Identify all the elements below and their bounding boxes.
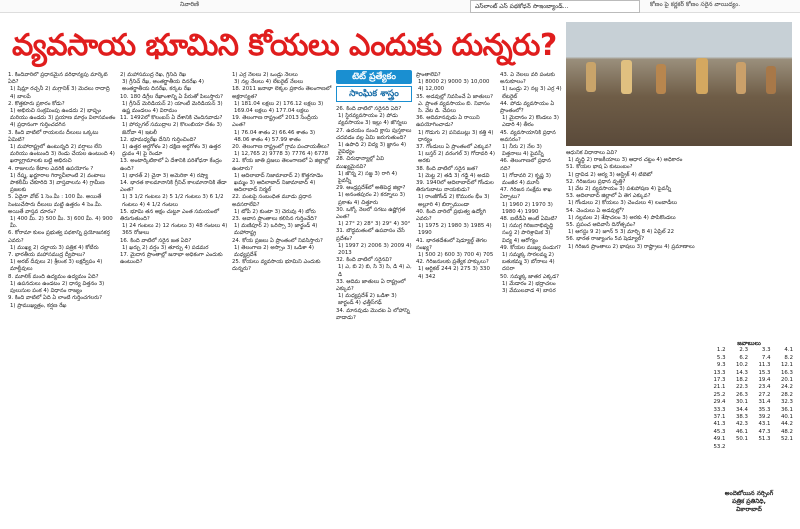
answers-box bbox=[705, 340, 793, 451]
question-text: 32. కింది వాటిలో సరైనవి? bbox=[336, 257, 392, 264]
question-column-7 bbox=[566, 150, 700, 527]
question-options: 1) అభిరుచి సంక్రమింపు ఉండదు 2) భాష్పం మరియు ఉండదు 3) ప్రయాణ మార్గం విలాసవంతం 4) ప్రధానంగా గుర్తించదగిన bbox=[10, 108, 116, 129]
question-text: 34. మానవుడు మొదట ఏ లోహాన్ని వాడాడు? bbox=[336, 307, 410, 321]
answer-cell: 14.3 bbox=[735, 369, 748, 376]
question-text: 2. కొత్తకూరు ప్రకారం కోడు? bbox=[8, 100, 65, 107]
question-options: 1) 1997 2) 2006 3) 2009 4) 2013 bbox=[338, 242, 412, 257]
tag-tet-special: టెట్ ప్రత్యేకం bbox=[336, 70, 412, 84]
question-text: 44. పోడు వ్యవసాయం ఏ ప్రాంతంలో? bbox=[500, 100, 555, 115]
question-options: 1) ద్రావిడ 2) ఆర్య 3) ఆస్ట్రిక్ 4) టిబెటో bbox=[568, 171, 653, 178]
question-options: 1) ఆగస్టు 9 2) జూన్ 5 3) మార్చి 8 4) ఏప్రిల్ 22 bbox=[568, 229, 675, 236]
question-text: 27. ఉదయం నుంచి క్లాసు పుస్తకాలు చదవడం వల్ల ఏమి జరుగుతుంది? bbox=[336, 127, 412, 141]
photo-farmers bbox=[566, 22, 792, 146]
question-text: 13. అంటార్కిటికాలో ఏ దేశానికి పరిశోధనా కేంద్రం ఉంది? bbox=[120, 158, 222, 172]
question-text: 9. కింది వాటిలో ఏది ఏ లాంటి గుర్తించగలరు? bbox=[8, 295, 103, 302]
answer-cell: 3.3 bbox=[761, 347, 771, 354]
answer-cell: 35.3 bbox=[758, 406, 771, 413]
answer-cell bbox=[750, 444, 771, 451]
question-options: 1) 76.04 శాతం 2) 66.46 శాతం 3) 48.06 శాతం 4) 57.99 శాతం bbox=[234, 129, 316, 143]
question-options: 1) 400 మీ. 2) 500 మీ. 3) 600 మీ. 4) 900 మీ. bbox=[10, 216, 113, 230]
question-options: 1) ఎ, బి 2) బి, సి 3) సి, డి 4) ఎ, డి bbox=[338, 264, 412, 278]
question-text: 7. భారతీయ మహాసముద్ర ద్వీపాలు? bbox=[8, 252, 86, 259]
question-text: 49. కోయల ముఖ్య పండుగ? bbox=[500, 244, 561, 251]
answers-title: జవాబులు bbox=[737, 340, 761, 347]
question-options: 1) ఖర్చు 2) వర్షం 3) తూర్పు 4) పడమర bbox=[122, 244, 209, 251]
question-options: 1) గోండులు 2) కోయలు 3) చెంచులు 4) లంబాడీలు bbox=[568, 200, 677, 207]
question-options: ఎ. ప్రాంత వ్యవసాయం బి. నివాసం సి. వేట డి. చేపలు bbox=[418, 100, 490, 115]
question-text: ఆధునిక విధానాలు ఏవి? bbox=[566, 150, 618, 156]
question-text: 29. ఆంధ్రప్రదేశ్‌లో అతిపెద్ద జిల్లా? bbox=[336, 185, 406, 192]
answer-cell: 22.3 bbox=[735, 384, 748, 391]
question-text: 8. మూలిక్ మంది ఉద్యమం ఉద్యమం ఏది? bbox=[8, 273, 99, 280]
question-text: 10. 180 డిగ్రీల రేఖాంశాన్ని ఏ పేరుతో పిలుస్తారు? bbox=[120, 93, 223, 100]
question-text: 46. తెలంగాణలో ప్రధాన నది? bbox=[500, 158, 551, 172]
question-text: 6. కోరామా కులం ప్రభుత్వ పథకాన్ని ప్రయోజనకర్త ఎవరు? bbox=[8, 230, 110, 244]
question-options: 3) గ్రీనిచ్ రేఖ, అంతర్జాతీయ దినరేఖ 4) అంతర్జాతీయ దినరేఖ, కర్కట రేఖ bbox=[122, 79, 204, 93]
answer-cell: 37.1 bbox=[713, 414, 726, 421]
question-options: 1) మెట్ట 2) తడి 3) గడ్డి 4) అడవి bbox=[418, 172, 490, 179]
question-options: 1) పోర్చుగల్ సముద్రాల 2) కొలంబియా దేశం 3) జెనోవా 4) ఇటలీ bbox=[122, 122, 222, 136]
top-strip bbox=[0, 0, 800, 13]
answer-cell: 40.1 bbox=[780, 414, 793, 421]
question-options: 1) సమగ్ర గిరిజనాభివృద్ధి సంస్థ 2) పారిశ్రామిక 3) విద్య 4) ఆరోగ్యం bbox=[502, 223, 554, 244]
question-text: 50. సమ్మక్క జాతర ఎక్కడ? bbox=[500, 273, 560, 280]
answer-cell: 10.2 bbox=[735, 362, 748, 369]
question-options: 1) గోదావరి 2) కృష్ణ 3) మంజీర 4) మూసీ bbox=[502, 172, 552, 187]
answer-cell: 21.1 bbox=[713, 384, 726, 391]
question-column-4 bbox=[336, 106, 412, 527]
answer-cell: 38.3 bbox=[735, 414, 748, 421]
question-options: 1) నీరు 2) నేల 3) విత్తనాలు 4) పైవన్నీ bbox=[502, 144, 544, 158]
question-text: 36. ఆదిమానవుడు ఏ రాయిని ఉపయోగించాడు? bbox=[416, 115, 480, 129]
author-role: పత్రిక ప్రతినిధి, bbox=[732, 498, 766, 505]
answer-cell: 17.3 bbox=[713, 377, 726, 384]
author-credit bbox=[705, 490, 793, 514]
answer-cell: 31.4 bbox=[758, 399, 771, 406]
question-text: 41. భారతదేశంలో షెడ్యూల్డ్ తెగల సంఖ్య? bbox=[416, 237, 487, 251]
question-options: 1) రేష్మ, ఖర్జూరాల గిర్యాచీలాంటి 2) వంటాలు పాకలీమీ చేకూరిది 3) వాస్తవాలను 4) గ్రామీణ ప్రజలకు bbox=[10, 172, 106, 194]
question-column-1 bbox=[8, 72, 116, 527]
answer-cell: 8.2 bbox=[784, 354, 793, 361]
answer-cell: 29.4 bbox=[713, 399, 726, 406]
question-options: 1) మణిపూర్ 2) ఒరిస్సా 3) జార్ఖండ్ 4) మహారాష్ట్ర bbox=[234, 223, 318, 237]
strip-right-text: కోణం పై కర్ణకర్ కోణం సరైన వాయిద్యం. bbox=[650, 1, 741, 8]
question-options: 1) గ్రీనిచ్ మెరిడియన్ 2) యాంటీ మెరిడియన్ 3) ఉష్ణ మండలం 4) విరామం bbox=[122, 100, 223, 115]
question-text: ప్రాంతాలేవి? bbox=[416, 72, 441, 78]
answer-cell: 20.1 bbox=[780, 377, 793, 384]
question-text: 14. భారత కాలమానానికి గ్రీనిచ్ కాలమానానికి తేడా ఎంత? bbox=[120, 180, 227, 194]
question-options: 1) జొన్న 2) సజ్జ 3) రాగి 4) పైవన్నీ bbox=[338, 170, 398, 185]
question-options: 1) అనంతపురం 2) కర్నూలు 3) ప్రకాశం 4) చిత్తూరు bbox=[338, 192, 406, 206]
question-text: 18. 2011 జనాభా లెక్కల ప్రకారం తెలంగాణలో అక్షరాస్యత? bbox=[232, 86, 332, 100]
question-column-5 bbox=[416, 72, 496, 527]
question-options: 1) టోపీ 2) కుంటా 3) చెరువు 4) బోరు bbox=[234, 208, 316, 215]
question-options: 1) రాంజీగోండ్ 2) కొమురం భీం 3) అల్లూరి 4) బిర్సాముండా bbox=[418, 194, 490, 208]
answer-cell: 24.2 bbox=[780, 384, 793, 391]
question-options: 1) వేట 2) వ్యవసాయం 3) పశుపోషణ 4) పైవన్నీ bbox=[568, 186, 672, 193]
answer-cell: 23.4 bbox=[758, 384, 771, 391]
question-options: 1) 500 2) 600 3) 700 4) 705 bbox=[418, 252, 494, 259]
question-text: 47. గిరిజన సంక్షేమ శాఖ ఏర్పాటు? bbox=[500, 187, 552, 201]
question-options: 1) 181.04 లక్షలు 2) 176.12 లక్షలు 3) 169.04 లక్షలు 4) 177.04 లక్షలు bbox=[234, 100, 324, 115]
answer-cell bbox=[773, 444, 794, 451]
question-text: 48. ఐటీడీఏ అంటే ఏమిటి? bbox=[500, 216, 558, 223]
answer-cell: 41.3 bbox=[713, 421, 726, 428]
question-options: 1) సమ్మక్క సారలమ్మ 2) బతుకమ్మ 3) బోనాలు 4) దసరా bbox=[502, 252, 555, 273]
question-text: 30. ఒక్కో నెలలో సగటు ఉష్ణోగ్రత ఎంత? bbox=[336, 206, 406, 221]
question-options: 1) తెలంగాణ 2) అస్సాం 3) ఒడిశా 4) మధ్యప్రదేశ్ bbox=[234, 244, 315, 259]
answer-cell: 44.2 bbox=[780, 421, 793, 428]
question-column-2 bbox=[120, 72, 228, 527]
question-options: 1) ఉపనదులు ఉండటం 2) ధాన్య విత్తనం 3) పులుసుల పంక 4) విధానం రాజ్యం bbox=[10, 280, 105, 295]
question-text: 24. కోయ ప్రజలు ఏ ప్రాంతంలో నివసిస్తారు? bbox=[232, 237, 323, 244]
question-text: 3. కింది వాటిలో రాయలను దీలులు ఒక్కటు ఏమిటి? bbox=[8, 129, 99, 143]
question-options: 1) మేడారం 2) భద్రాచలం 3) వేములవాడ 4) బాసర bbox=[502, 280, 556, 295]
question-text: 51. కోయల భాష ఏ కుటుంబం? bbox=[566, 164, 633, 171]
answer-cell: 26.3 bbox=[735, 391, 748, 398]
question-options: 1) నల్లమల 2) శేషాచలం 3) అరకు 4) పాపికొండలు bbox=[568, 214, 676, 221]
question-text: 42. గిరిజనులకు ప్రత్యేక హక్కులు? bbox=[416, 259, 489, 266]
answer-cell: 46.1 bbox=[735, 428, 748, 435]
question-text: 40. కింది వారిలో ప్రభుత్వ ఉద్యోగి ఎవరు? bbox=[416, 208, 486, 223]
question-options: 1) 24 గంటలు 2) 12 గంటలు 3) 48 గంటలు 4) 365 రోజులు bbox=[122, 223, 228, 237]
strip-box: ఎస్‌లాంట్ ఎస్ పథకోధన్ సాఇంబ్యాండ్... bbox=[470, 0, 640, 13]
headline: వ్యవసాయ భూమిని కోయలు ఎందుకు దున్నరు? bbox=[12, 28, 557, 63]
author-place: వికారాబాద్ bbox=[736, 506, 762, 513]
question-options: 1) గిరిజన ప్రాంతాలు 2) భాషలు 3) రాష్ట్రాలు 4) ప్రమాణాలు bbox=[568, 243, 695, 250]
question-options: 1) ఉపాధి 2) విద్య 3) జ్ఞానం 4) వైవిధ్యం bbox=[338, 142, 407, 156]
question-options: 1) ముఖ్య 2) దల్లాయ 3) పత్రిక 4) కోటీరు bbox=[10, 244, 99, 251]
answer-cell: 6.2 bbox=[739, 354, 748, 361]
question-options: 1) మధ్యప్రదేశ్ 2) ఒడిశా 3) జార్ఖండ్ 4) ఛత్తీస్‌గఢ్ bbox=[338, 293, 397, 307]
question-text: 1. కిందివారిలో ప్రధానమైన వరిధాన్యపు మార్కెట్ ఏది? bbox=[8, 72, 108, 86]
question-text: 53. ఆదిలాబాద్ జిల్లాలో ఏ తెగ ఎక్కువ? bbox=[566, 193, 651, 200]
author-name: అందెబోయిన నర్సింగ్ bbox=[724, 490, 774, 497]
answer-cell: 27.2 bbox=[758, 391, 771, 398]
question-text: 26. కింది వాటిలో సరైనది ఏది? bbox=[336, 106, 402, 112]
question-text: 22. పంటపై సంబంధిత మూడు ప్రధాన అవసరాలేవి? bbox=[232, 194, 312, 208]
answer-cell: 34.4 bbox=[735, 406, 748, 413]
question-options: 1) 1960 2) 1970 3) 1980 4) 1990 bbox=[502, 201, 553, 215]
answer-cell: 53.2 bbox=[713, 443, 726, 450]
question-options: 1) ప్రాముఖ్యత్రం, కర్షణ రేఖ bbox=[10, 302, 67, 309]
question-text: 12. భూమధ్యరేఖ దేనిని గుర్తించింది? bbox=[120, 136, 197, 143]
question-text: 35. అడవుల్లో నివసించే ఏ జాతులు? bbox=[416, 93, 493, 100]
question-options: 1) షిమ్లా రచ్చనీ 2) మగ్గానిక్ 3) మెదలు రాదాద్రి 4) బాలపే bbox=[10, 86, 110, 100]
answer-cell: 25.2 bbox=[713, 391, 726, 398]
question-options: 1) మైదానం 2) కొండలు 3) ఎడారి 4) తీరం bbox=[502, 115, 559, 129]
question-text: 37. గోండులు ఏ ప్రాంతంలో ఎక్కువ? bbox=[416, 144, 492, 151]
question-options: 1) ఒండ్రు 2) నల్ల 3) ఎర్ర 4) లేటరైట్ bbox=[502, 86, 562, 100]
question-text: 45. వ్యవసాయానికి ప్రధాన అవసరం? bbox=[500, 129, 556, 143]
question-options: 1) ఆర్టికల్ 244 2) 275 3) 330 4) 342 bbox=[418, 266, 490, 280]
question-options: 1) ఉత్తర అర్ధగోళం 2) దక్షిణ అర్ధగోళం 3) ఉత్తర ధ్రువం 4) పై రెండూ bbox=[122, 144, 221, 158]
question-options: 1) 3 1/2 గంటలు 2) 5 1/2 గంటలు 3) 6 1/2 గంటలు 4) 4 1/2 గంటలు bbox=[122, 194, 224, 208]
question-text: 17. మైదాన ప్రాంతాల్లో జనాభా అధికంగా ఎందుకు ఉంటుంది? bbox=[120, 252, 223, 266]
question-options: 3) నల్ల నేలలు 4) లేటరైట్ నేలలు bbox=[234, 79, 304, 86]
answer-cell: 1.2 bbox=[716, 347, 726, 354]
answer-cell: 16.3 bbox=[780, 369, 793, 376]
question-text: 5. ఏదైనా వోట్ 1 సెం.మీ : 100 మీ. అయితే సెంటుచేసారు దీలులు మట్టి ఉత్తరం 4 సెం.మీ. అయితే వాస్తవ దూరం? bbox=[8, 194, 103, 215]
question-text: 56. భారత రాజ్యాంగం 5వ షెడ్యూల్? bbox=[566, 236, 645, 243]
question-text: 39. 1940లో ఆదిలాబాద్‌లో గోండుల తిరుగుబాటు నాయకుడు? bbox=[416, 180, 494, 194]
question-text: 38. కింది వాటిలో సరైన జత? bbox=[416, 165, 478, 172]
answer-cell: 9.3 bbox=[716, 362, 726, 369]
answer-cell: 7.4 bbox=[761, 354, 771, 361]
question-options: 1) వృద్ధి 2) రాజకీయాలు 3) ఆధార చట్టం 4) అధికారం bbox=[568, 157, 683, 164]
question-options: 1) భారత్ 2) చైనా 3) అమెరికా 4) రష్యా bbox=[122, 172, 209, 179]
answer-cell: 30.1 bbox=[735, 399, 748, 406]
answer-cell: 48.2 bbox=[780, 428, 793, 435]
question-options: 1) 8000 2) 9000 3) 10,000 4) 12,000 bbox=[418, 79, 490, 93]
question-text: 20. తెలంగాణ రాష్ట్రంలో గ్రామ పంచాయతీలు? bbox=[232, 144, 330, 151]
question-options: 1) గొడుగు 2) పనిముట్లు 3) కత్తి 4) ధాన్యం bbox=[418, 129, 494, 143]
answer-cell: 33.3 bbox=[713, 406, 726, 413]
question-text: 16. కింది వాటిలో సరైన జత ఏది? bbox=[120, 237, 192, 244]
answer-cell bbox=[728, 444, 749, 451]
question-text: 11. 1492లో కొలంబస్ ఏ దేశానికి చెందినవాడు? bbox=[120, 115, 223, 122]
question-text: 54. చెంచులు ఏ అడవుల్లో? bbox=[566, 207, 625, 214]
answer-cell: 12.1 bbox=[780, 362, 793, 369]
section-tags bbox=[336, 70, 412, 102]
question-text: 31. బౌద్ధమతంలో ఉపవాసం చేసే ప్రదేశం? bbox=[336, 228, 405, 242]
answer-cell: 45.3 bbox=[713, 428, 726, 435]
answer-cell: 36.1 bbox=[780, 406, 793, 413]
question-text: 4. రాజులను కేటాల ఎవరికి ఉపయోగం ? bbox=[8, 165, 94, 172]
answer-cell: 42.3 bbox=[735, 421, 748, 428]
answer-cell: 49.1 bbox=[713, 436, 726, 443]
answer-cell: 4.1 bbox=[784, 347, 793, 354]
question-text: 43. ఏ నేలలు వరి పంటకు అనుకూలం? bbox=[500, 72, 555, 86]
answer-cell: 51.3 bbox=[758, 436, 771, 443]
question-text: 15. భూమి తన అక్షం చుట్టూ ఎంత సమయంలో తిరుగుతుంది? bbox=[120, 208, 220, 223]
answer-cell: 11.3 bbox=[758, 362, 771, 369]
answer-cell: 52.1 bbox=[780, 436, 793, 443]
question-text: 21. కోయ జాతి ప్రజలు తెలంగాణలో ఏ జిల్లాల్లో ఉంటారు? bbox=[232, 158, 330, 172]
question-text: 1) ఎర్ర నేలలు 2) ఒండ్రు నేలలు bbox=[232, 72, 298, 78]
answer-cell: 47.3 bbox=[758, 428, 771, 435]
answer-cell: 13.3 bbox=[713, 369, 726, 376]
question-options: 1) 1975 2) 1980 3) 1985 4) 1990 bbox=[418, 223, 492, 237]
question-options: 1) 12,765 2) 9778 3) 7776 4) 6778 bbox=[234, 151, 329, 158]
answer-cell: 5.3 bbox=[716, 354, 726, 361]
question-options: 1) బస్తర్ 2) వరంగల్ 3) గోదావరి 4) అరకు bbox=[418, 151, 495, 165]
question-text: 25. కోయలు వ్యవసాయ భూమిని ఎందుకు దున్నరు? bbox=[232, 259, 321, 273]
question-options: 1) 27° 2) 28° 3) 29° 4) 30° bbox=[338, 221, 411, 228]
question-text: 33. ఆదిమ జాతులు ఏ రాష్ట్రంలో ఎక్కువ? bbox=[336, 278, 406, 293]
answers-grid bbox=[705, 347, 793, 451]
question-text: 19. తెలంగాణ రాష్ట్రంలో 2013 సేంద్రీయ ఎంత? bbox=[232, 115, 318, 129]
tag-social-studies: సాంఘిక శాస్త్రం bbox=[336, 86, 412, 102]
answer-cell: 2.3 bbox=[739, 347, 748, 354]
question-text: 28. చిరుధాన్యాల్లో ఏవి ముఖ్యమైనవి? bbox=[336, 156, 384, 170]
answer-cell: 39.2 bbox=[758, 414, 771, 421]
answer-cell: 15.3 bbox=[758, 369, 771, 376]
answer-cell: 43.1 bbox=[758, 421, 771, 428]
question-text: 23. ఆవాస ప్రాంతాలు కలిసిన గుర్తించేది? bbox=[232, 216, 317, 223]
question-options: 1) ఆదిలాబాద్ నిజామాబాద్ 2) కొత్తగూడెం ఖమ్మం 3) ఆదిలాబాద్ నిజామాబాద్ 4) ఆదిలాబాద్ నిర్మల్ bbox=[234, 172, 323, 194]
question-options: 1) అరబ్ దీవులు 2) శ్రీలంక 3) లక్షద్వీపం 4) మాల్దీవులు bbox=[10, 259, 103, 273]
answer-cell: 18.2 bbox=[735, 377, 748, 384]
question-column-3 bbox=[232, 72, 332, 527]
question-text: 55. ప్రపంచ ఆదివాసీ దినోత్సవం? bbox=[566, 222, 636, 229]
question-options: 1) స్థిరవ్యవసాయం 2) పోడు వ్యవసాయం 3) ఇల్లు 4) జొన్నలు bbox=[338, 113, 408, 127]
question-column-6 bbox=[500, 72, 562, 527]
strip-left-text: నివారిణి bbox=[180, 1, 200, 8]
question-text: 2) మహాసముద్ర రేఖ, గ్రీనిచ్ రేఖ bbox=[120, 72, 187, 78]
question-text: 52. గిరిజనుల ప్రధాన వృత్తి? bbox=[566, 178, 626, 185]
answer-cell: 50.1 bbox=[735, 436, 748, 443]
answer-cell: 19.4 bbox=[758, 377, 771, 384]
question-options: 1) మహారాష్ట్రలో ఉంటున్నది 2) వర్షాలు లేని మరియు ఉంటుంది 3) రెండు చేయల ఉంటుంది 4) ఖర్యాగ్రామాలకు బట్టి అభిరుచి bbox=[10, 144, 115, 165]
answer-cell: 32.3 bbox=[780, 399, 793, 406]
answer-cell: 28.2 bbox=[780, 391, 793, 398]
